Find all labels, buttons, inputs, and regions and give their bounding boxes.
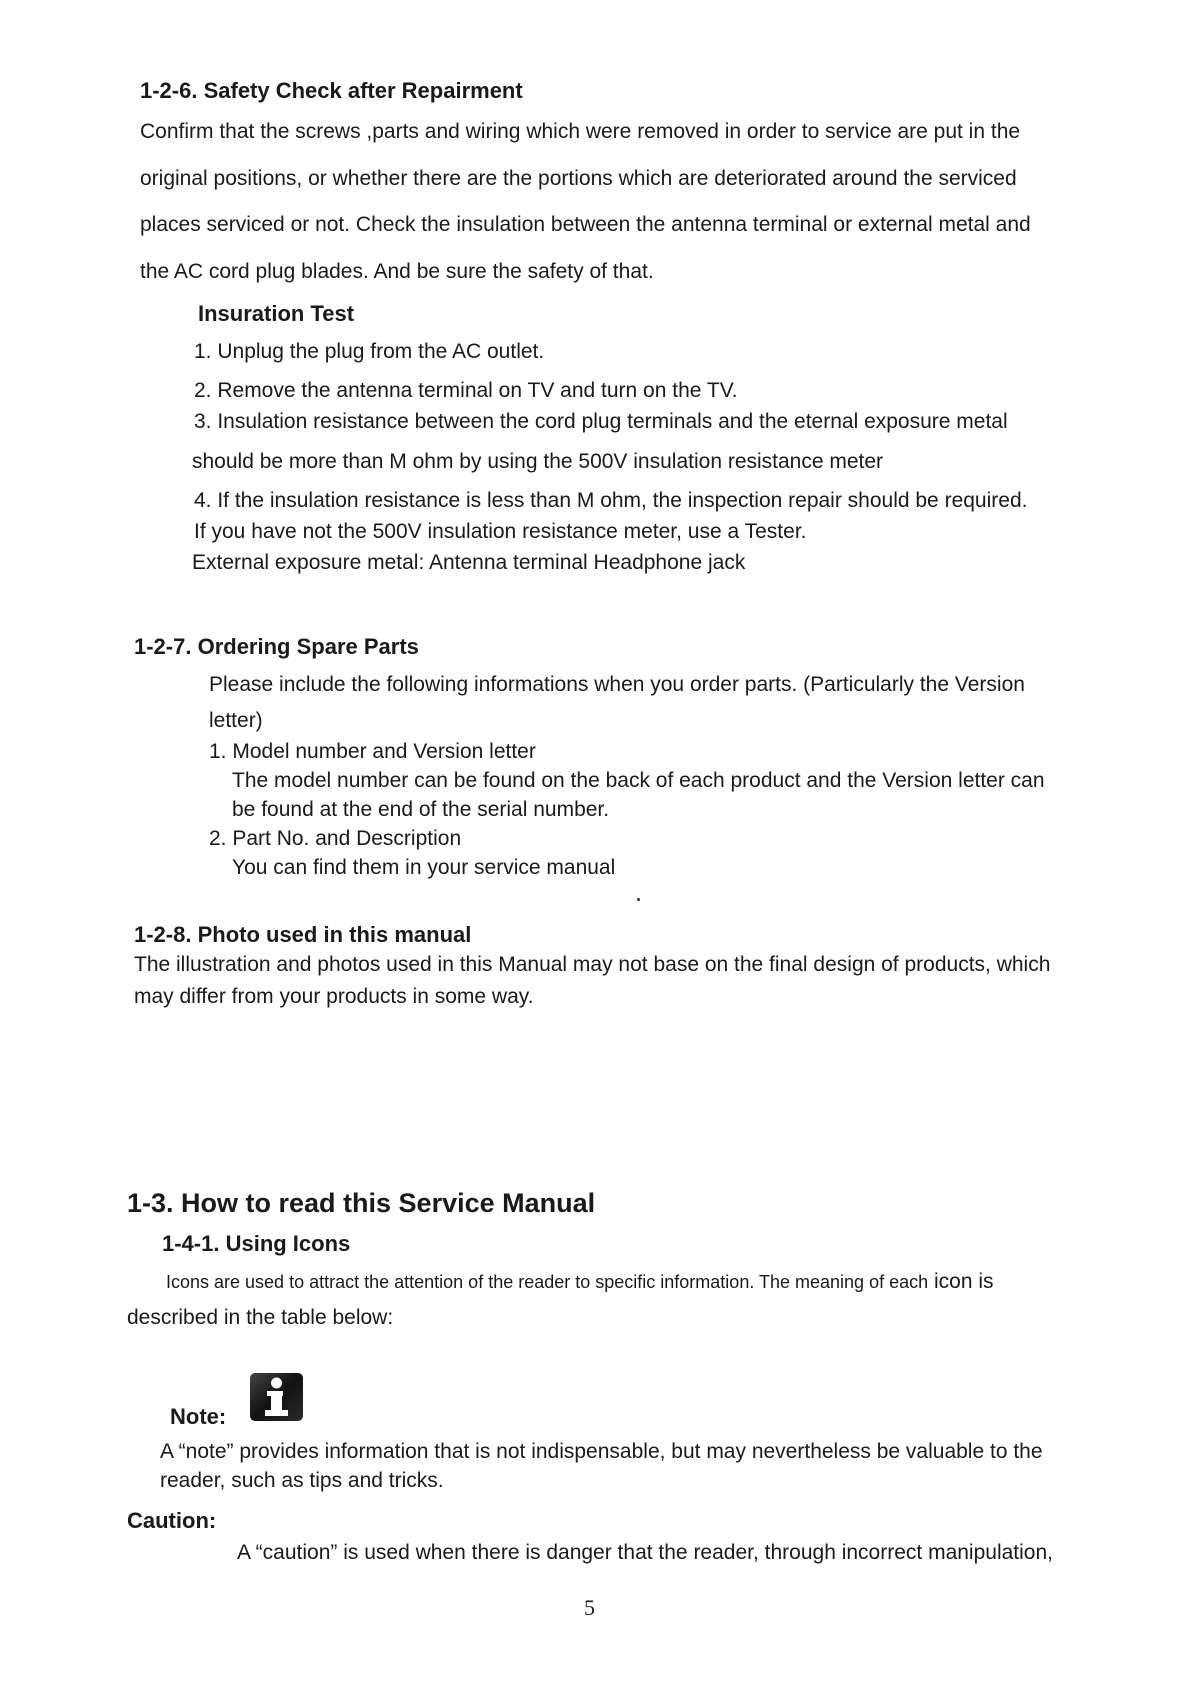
step-line: 3. Insulation resistance between the cord plug terminals and the eternal exposure metal — [194, 410, 1008, 433]
intro-line: described in the table below: — [127, 1306, 394, 1329]
paragraph-line: letter) — [209, 709, 263, 732]
intro-small-text: Icons are used to attract the attention of the reader to specific information. The meaning of each — [166, 1272, 929, 1292]
list-item: 2. Part No. and Description — [209, 827, 462, 850]
page-number: 5 — [584, 1595, 595, 1620]
list-item-detail: be found at the end of the serial number. — [232, 798, 610, 821]
step-line: If you have not the 500V insulation resistance meter, use a Tester. — [194, 520, 807, 543]
step-line: 1. Unplug the plug from the AC outlet. — [194, 340, 545, 363]
paragraph-line: the AC cord plug blades. And be sure the safety of that. — [140, 260, 654, 283]
step-line: 4. If the insulation resistance is less than M ohm, the inspection repair should be required. — [194, 489, 1028, 512]
stray-dot — [637, 898, 640, 901]
step-line: 2. Remove the antenna terminal on TV and turn on the TV. — [194, 379, 738, 402]
using-icons-heading: 1-4-1. Using Icons — [162, 1231, 351, 1256]
note-description-line: A “note” provides information that is not indispensable, but may nevertheless be valuable to the — [160, 1440, 1043, 1463]
step-line: should be more than M ohm by using the 500V insulation resistance meter — [192, 450, 884, 473]
section-1-3-heading: 1-3. How to read this Service Manual — [127, 1188, 596, 1218]
intro-line — [166, 1269, 994, 1295]
info-icon — [249, 1372, 304, 1422]
section-1-2-6-heading: 1-2-6. Safety Check after Repairment — [140, 78, 523, 103]
list-item-detail: You can find them in your service manual — [232, 856, 616, 879]
caution-description-line: A “caution” is used when there is danger that the reader, through incorrect manipulation, — [237, 1541, 1053, 1564]
caution-label: Caution: — [127, 1508, 217, 1533]
step-line: External exposure metal: Antenna terminal Headphone jack — [192, 551, 746, 574]
section-1-2-7-heading: 1-2-7. Ordering Spare Parts — [134, 634, 419, 659]
paragraph-line: may differ from your products in some way. — [134, 985, 534, 1008]
intro-icon-word: icon is — [933, 1270, 994, 1293]
paragraph-line: Confirm that the screws ,parts and wiring which were removed in order to service are put in the — [140, 120, 1021, 143]
section-1-2-8-heading: 1-2-8. Photo used in this manual — [134, 922, 472, 947]
paragraph-line: The illustration and photos used in this Manual may not base on the final design of products, which — [134, 953, 1051, 976]
note-description-line: reader, such as tips and tricks. — [160, 1469, 444, 1492]
paragraph-line: Please include the following informations when you order parts. (Particularly the Version — [209, 673, 1025, 696]
list-item: 1. Model number and Version letter — [209, 740, 536, 763]
paragraph-line: places serviced or not. Check the insulation between the antenna terminal or external metal and — [140, 213, 1031, 236]
note-label: Note: — [170, 1404, 227, 1429]
insulation-test-heading: Insuration Test — [198, 301, 355, 326]
paragraph-line: original positions, or whether there are the portions which are deteriorated around the serviced — [140, 167, 1017, 190]
list-item-detail: The model number can be found on the back of each product and the Version letter can — [232, 769, 1045, 792]
